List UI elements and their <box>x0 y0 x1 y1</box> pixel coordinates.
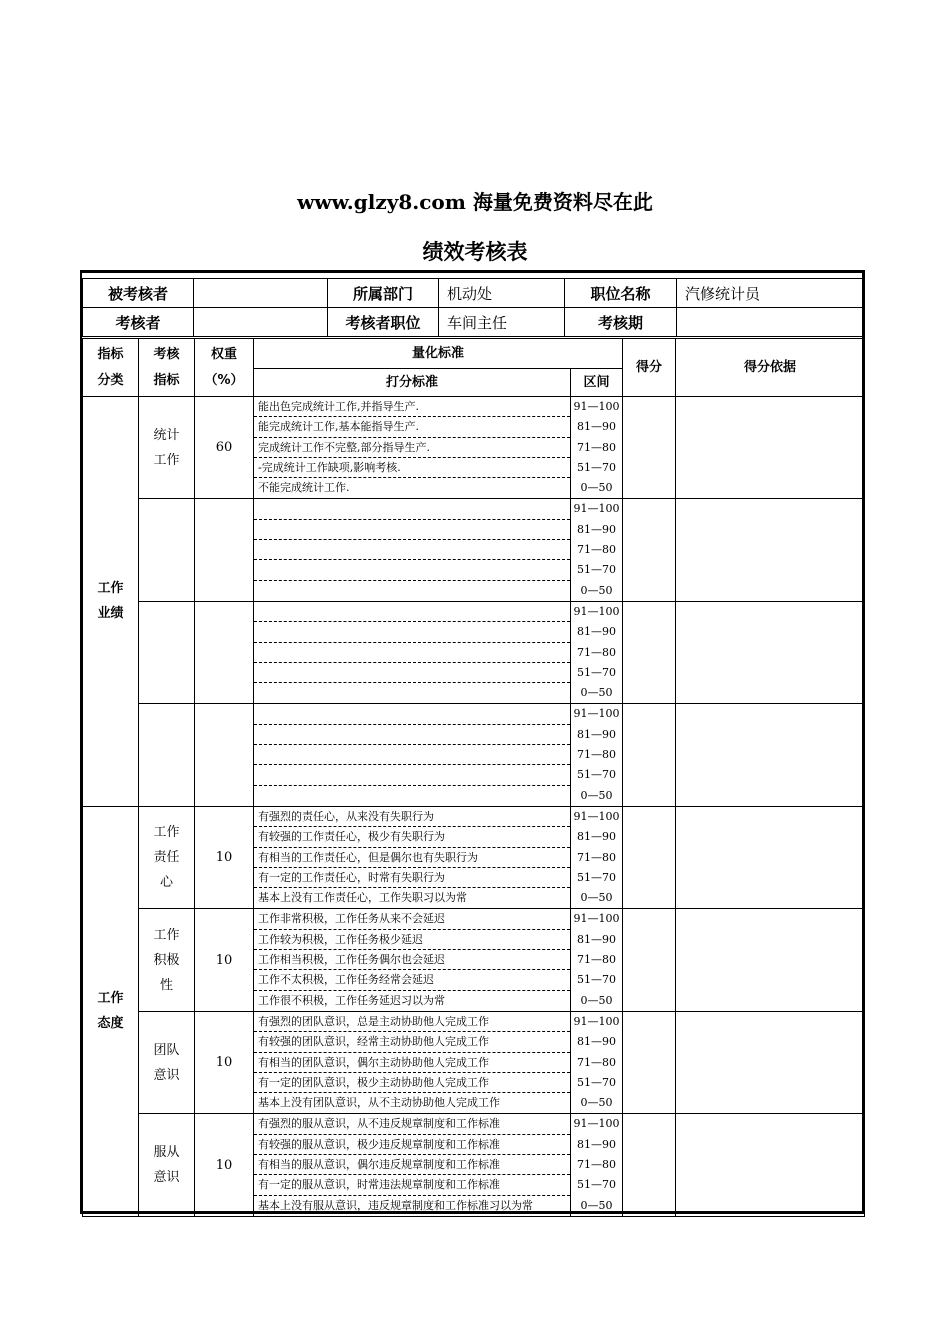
standard-line <box>254 663 570 683</box>
standard-line: 基本上没有团队意识，从不主动协助他人完成工作 <box>258 1096 500 1110</box>
indicator-cell: 工作 责任 心 <box>139 806 195 908</box>
standard-line: 工作相当积极，工作任务偶尔也会延迟 <box>254 950 570 970</box>
range-value: 91—100 <box>573 809 620 823</box>
range-cell <box>571 909 623 1011</box>
standard-line: 能出色完成统计工作,并指导生产. <box>254 397 570 417</box>
score-basis-field[interactable] <box>676 601 865 703</box>
standard-line: 完成统计工作不完整,部分指导生产. <box>254 438 570 458</box>
range-value: 51—70 <box>577 870 616 884</box>
standard-line <box>254 765 570 785</box>
range-value: 91—100 <box>573 1117 620 1131</box>
standard-line: 基本上没有工作责任心，工作失职习以为常 <box>258 891 467 905</box>
standard-line: 有较强的团队意识，经常主动协助他人完成工作 <box>254 1032 570 1052</box>
range-value: 0—50 <box>580 891 613 905</box>
score-field[interactable] <box>623 909 676 1011</box>
range-value: 51—70 <box>577 460 616 474</box>
standard-line: 工作很不积极，工作任务延迟习以为常 <box>258 993 445 1007</box>
score-basis-field[interactable] <box>676 397 865 499</box>
range-value: 51—70 <box>577 768 616 782</box>
range-value: 71—80 <box>577 440 616 454</box>
indicator-cell: 统计 工作 <box>139 397 195 499</box>
standard-line: 基本上没有服从意识，违反规章制度和工作标准习以为常 <box>258 1198 533 1212</box>
assessment-row <box>83 1114 865 1216</box>
standard-line: 有强烈的团队意识，总是主动协助他人完成工作 <box>254 1012 570 1032</box>
standard-line: 有相当的服从意识，偶尔违反规章制度和工作标准 <box>254 1155 570 1175</box>
standard-line: 能完成统计工作,基本能指导生产. <box>254 417 570 437</box>
range-value: 91—100 <box>573 1014 620 1028</box>
standard-line: 工作非常积极，工作任务从来不会延迟 <box>254 909 570 929</box>
range-cell <box>571 601 623 703</box>
score-basis-field[interactable] <box>676 1011 865 1113</box>
weight-cell <box>195 704 254 806</box>
score-field[interactable] <box>623 397 676 499</box>
header-category: 指标 分类 <box>83 339 139 397</box>
range-value: 91—100 <box>573 707 620 721</box>
standard-line: 工作较为积极，工作任务极少延迟 <box>254 930 570 950</box>
standard-line: 有较强的服从意识，极少违反规章制度和工作标准 <box>254 1135 570 1155</box>
dept-label: 所属部门 <box>328 279 439 308</box>
range-value: 91—100 <box>573 502 620 516</box>
range-value: 91—100 <box>573 604 620 618</box>
period-label: 考核期 <box>565 308 677 337</box>
weight-cell: 10 <box>195 1011 254 1113</box>
range-value: 71—80 <box>577 543 616 557</box>
standard-line: -完成统计工作缺项,影响考核. <box>254 458 570 478</box>
header-score-basis: 得分依据 <box>676 339 865 397</box>
range-cell <box>571 806 623 908</box>
examiner-position-field[interactable]: 车间主任 <box>439 308 565 337</box>
assessment-row <box>83 601 865 703</box>
range-value: 81—90 <box>577 625 616 639</box>
range-value: 0—50 <box>580 583 613 597</box>
examinee-field[interactable] <box>194 279 328 308</box>
standard-line <box>254 683 570 703</box>
assessment-row <box>83 806 865 908</box>
scoring-standard-cell <box>254 397 571 499</box>
standard-line <box>254 725 570 745</box>
scoring-standard-cell <box>254 704 571 806</box>
range-value: 0—50 <box>580 481 613 495</box>
standard-line: 有较强的工作责任心，极少有失职行为 <box>254 827 570 847</box>
header-quant-standard: 量化标准 <box>254 339 623 369</box>
header-weight: 权重 （%） <box>195 339 254 397</box>
standard-line <box>254 581 570 601</box>
standard-line: 有一定的工作责任心，时常有失职行为 <box>254 868 570 888</box>
range-cell <box>571 397 623 499</box>
range-value: 51—70 <box>577 973 616 987</box>
standard-line <box>254 602 570 622</box>
form-title: 绩效考核表 <box>422 239 528 264</box>
score-basis-field[interactable] <box>676 806 865 908</box>
range-value: 81—90 <box>577 420 616 434</box>
score-basis-field[interactable] <box>676 704 865 806</box>
standard-line <box>254 704 570 724</box>
score-field[interactable] <box>623 499 676 601</box>
scoring-standard-cell <box>254 1011 571 1113</box>
range-value: 71—80 <box>577 1055 616 1069</box>
assessment-row <box>83 1011 865 1113</box>
weight-cell <box>195 601 254 703</box>
standard-line: 有一定的服从意识，时常违法规章制度和工作标准 <box>254 1175 570 1195</box>
range-value: 0—50 <box>580 1198 613 1212</box>
score-field[interactable] <box>623 704 676 806</box>
standard-line <box>254 540 570 560</box>
examinee-label: 被考核者 <box>83 279 194 308</box>
score-basis-field[interactable] <box>676 909 865 1011</box>
examiner-field[interactable] <box>194 308 328 337</box>
examiner-label: 考核者 <box>83 308 194 337</box>
standard-line <box>254 786 570 806</box>
standard-line: 有相当的工作责任心，但是偶尔也有失职行为 <box>254 848 570 868</box>
standard-line <box>254 643 570 663</box>
scoring-standard-cell <box>254 601 571 703</box>
header-range: 区间 <box>571 369 623 397</box>
range-value: 51—70 <box>577 563 616 577</box>
info-table <box>82 278 865 337</box>
range-value: 91—100 <box>573 400 620 413</box>
standard-line <box>254 745 570 765</box>
range-value: 81—90 <box>577 932 616 946</box>
score-field[interactable] <box>623 806 676 908</box>
scoring-standard-cell <box>254 1114 571 1216</box>
range-cell <box>571 1114 623 1216</box>
standard-line: 有强烈的责任心，从来没有失职行为 <box>254 807 570 827</box>
indicator-cell <box>139 601 195 703</box>
category-cell: 工作 业绩 <box>83 397 139 807</box>
range-value: 0—50 <box>580 788 613 802</box>
indicator-cell: 服从 意识 <box>139 1114 195 1216</box>
range-value: 81—90 <box>577 727 616 741</box>
indicator-cell <box>139 704 195 806</box>
range-value: 51—70 <box>577 1178 616 1192</box>
score-field[interactable] <box>623 1114 676 1216</box>
score-field[interactable] <box>623 1011 676 1113</box>
scoring-standard-cell <box>254 806 571 908</box>
dept-field[interactable]: 机动处 <box>439 279 565 308</box>
score-field[interactable] <box>623 601 676 703</box>
range-value: 71—80 <box>577 748 616 762</box>
range-cell <box>571 1011 623 1113</box>
header-scoring-standard: 打分标准 <box>254 369 571 397</box>
header-score: 得分 <box>623 339 676 397</box>
range-value: 51—70 <box>577 665 616 679</box>
indicator-cell: 团队 意识 <box>139 1011 195 1113</box>
assessment-row <box>83 704 865 806</box>
assessment-row <box>83 909 865 1011</box>
range-value: 71—80 <box>577 953 616 967</box>
assessment-row <box>83 397 865 499</box>
weight-cell: 60 <box>195 397 254 499</box>
weight-cell <box>195 499 254 601</box>
score-basis-field[interactable] <box>676 1114 865 1216</box>
range-value: 71—80 <box>577 645 616 659</box>
category-cell: 工作 态度 <box>83 806 139 1216</box>
standard-line: 有一定的团队意识，极少主动协助他人完成工作 <box>254 1073 570 1093</box>
site-title: www.glzy8.com 海量免费资料尽在此 <box>297 190 653 214</box>
standard-line <box>254 499 570 519</box>
examiner-position-label: 考核者职位 <box>328 308 439 337</box>
range-value: 0—50 <box>580 686 613 700</box>
range-value: 0—50 <box>580 1096 613 1110</box>
standard-line <box>254 622 570 642</box>
weight-cell: 10 <box>195 909 254 1011</box>
indicator-cell: 工作 积极 性 <box>139 909 195 1011</box>
position-field[interactable]: 汽修统计员 <box>677 279 865 308</box>
indicator-cell <box>139 499 195 601</box>
standard-line: 不能完成统计工作. <box>258 481 350 495</box>
standard-line <box>254 520 570 540</box>
range-value: 81—90 <box>577 830 616 844</box>
range-cell <box>571 499 623 601</box>
weight-cell: 10 <box>195 806 254 908</box>
range-value: 81—90 <box>577 522 616 536</box>
standard-line <box>254 560 570 580</box>
weight-cell: 10 <box>195 1114 254 1216</box>
range-value: 81—90 <box>577 1137 616 1151</box>
period-field[interactable] <box>677 308 865 337</box>
header-indicator: 考核 指标 <box>139 339 195 397</box>
assessment-row <box>83 499 865 601</box>
position-label: 职位名称 <box>565 279 677 308</box>
score-basis-field[interactable] <box>676 499 865 601</box>
range-value: 51—70 <box>577 1075 616 1089</box>
range-value: 71—80 <box>577 1157 616 1171</box>
standard-line: 工作不太积极，工作任务经常会延迟 <box>254 970 570 990</box>
scoring-standard-cell <box>254 499 571 601</box>
standard-line: 有强烈的服从意识，从不违反规章制度和工作标准 <box>254 1114 570 1134</box>
assessment-table <box>82 338 865 1217</box>
range-value: 0—50 <box>580 993 613 1007</box>
range-value: 91—100 <box>573 912 620 926</box>
range-value: 81—90 <box>577 1035 616 1049</box>
range-cell <box>571 704 623 806</box>
range-value: 71—80 <box>577 850 616 864</box>
standard-line: 有相当的团队意识，偶尔主动协助他人完成工作 <box>254 1053 570 1073</box>
scoring-standard-cell <box>254 909 571 1011</box>
